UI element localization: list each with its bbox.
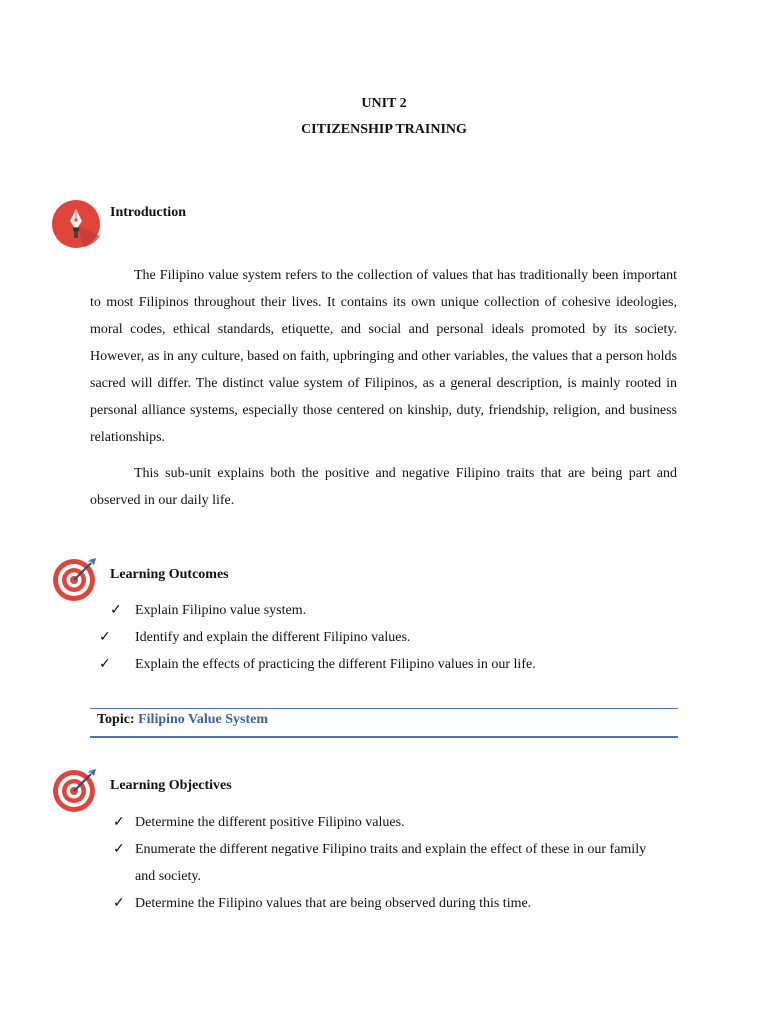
- checkmark-icon: ✓: [99, 630, 111, 645]
- list-item: ✓ Explain the effects of practicing the different Filipino values in our life.: [0, 651, 768, 678]
- topic-line: [97, 711, 268, 728]
- list-item: ✓ Determine the different positive Filipino values.: [0, 809, 768, 836]
- page-title: CITIZENSHIP TRAINING: [301, 122, 467, 137]
- target-icon: [52, 556, 98, 602]
- checkmark-icon: ✓: [113, 815, 125, 830]
- topic-label: Topic:: [97, 712, 135, 727]
- target-icon: [52, 767, 98, 813]
- learning-outcomes-heading: Learning Outcomes: [110, 567, 229, 582]
- introduction-heading: Introduction: [110, 205, 186, 220]
- checkmark-icon: ✓: [113, 896, 125, 911]
- learning-objectives-list: [0, 809, 768, 917]
- checkmark-icon: ✓: [113, 842, 125, 857]
- list-item: ✓ Enumerate the different negative Filipino traits and explain the effect of these in our family and society.: [0, 836, 768, 890]
- topic-value: Filipino Value System: [138, 712, 269, 727]
- topic-top-rule: [90, 708, 678, 709]
- learning-objectives-heading: Learning Objectives: [110, 778, 232, 793]
- learning-outcomes-list: [0, 597, 768, 678]
- pen-nib-icon: [51, 199, 101, 249]
- intro-paragraph-2: This sub-unit explains both the positive and negative Filipino traits that are being part and observed in our daily life.: [90, 466, 677, 508]
- list-item: ✓ Identify and explain the different Filipino values.: [0, 624, 768, 651]
- list-item: ✓ Explain Filipino value system.: [0, 597, 768, 624]
- list-item: ✓ Determine the Filipino values that are being observed during this time.: [0, 890, 768, 917]
- intro-paragraph-1: The Filipino value system refers to the collection of values that has traditionally been important to most Filipinos throughout their lives. It contains its own unique collection of cohesive ideologies, moral codes, ethical standards, etiquette, and social and personal ideals promoted by its society. However, as in any culture, based on faith, upbringing and other variables, the values that a person holds sacred will differ. The distinct value system of Filipinos, as a general description, is mainly rooted in personal alliance systems, especially those centered on kinship, duty, friendship, religion, and business relationships.: [90, 268, 677, 445]
- topic-bottom-rule: [90, 736, 678, 738]
- unit-number: UNIT 2: [361, 96, 407, 111]
- checkmark-icon: ✓: [99, 657, 111, 672]
- checkmark-icon: ✓: [110, 603, 122, 618]
